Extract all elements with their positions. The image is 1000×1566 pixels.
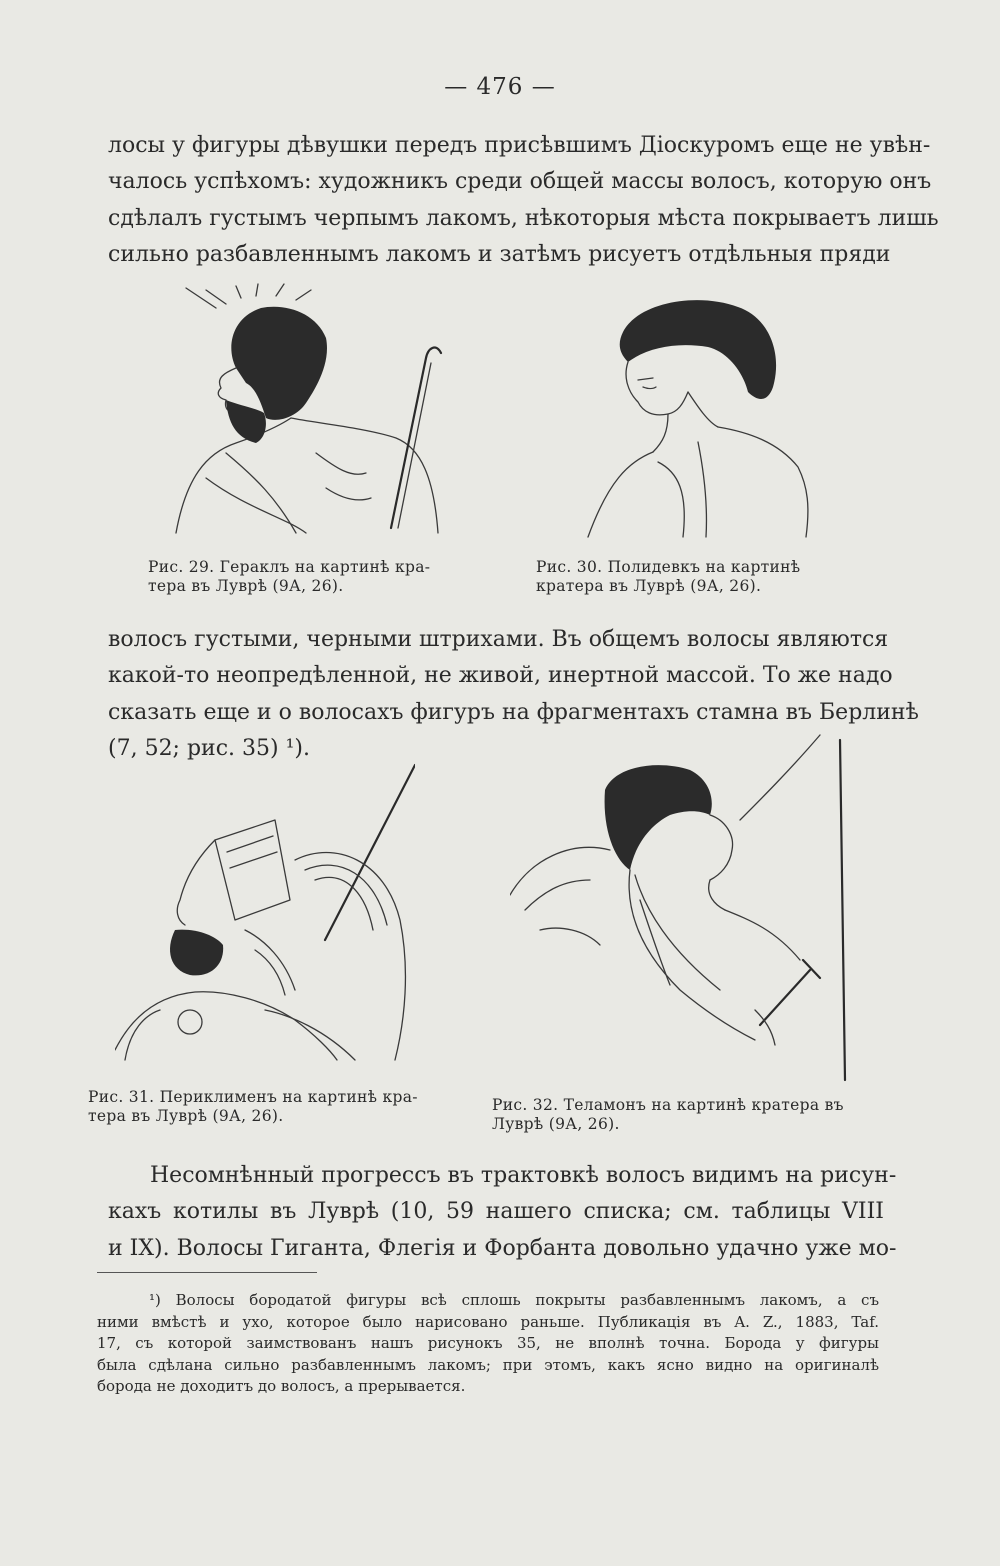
- footnote-line: была сдѣлана сильно разбавленнымъ лакомъ; при этомъ, какъ ясно видно на оригиналѣ: [97, 1355, 879, 1374]
- text-line: сказать еще и о волосахъ фигуръ на фрагментахъ стамна въ Берлинѣ: [108, 699, 919, 725]
- text-line: (7, 52; рис. 35) ¹).: [108, 736, 310, 762]
- herakles-drawing: [176, 284, 441, 533]
- text-line: сильно разбавленнымъ лакомъ и затѣмъ рисуетъ отдѣльныя пряди: [108, 242, 891, 268]
- footnote-divider: [97, 1272, 317, 1273]
- figure-32-telamon: [510, 730, 870, 1085]
- footnote-line: ¹) Волосы бородатой фигуры всѣ сплошь покрыты разбавленнымъ лакомъ, а съ: [149, 1291, 879, 1309]
- figure-32-caption: [492, 1096, 866, 1134]
- text-line: какой-то неопредѣленной, не живой, инертной массой. То же надо: [108, 663, 893, 689]
- text-line: Несомнѣнный прогрессъ въ трактовкѣ волосъ видимъ на рисун-: [150, 1163, 897, 1188]
- caption-line: Рис. 32. Теламонъ на картинѣ кратера въ: [492, 1096, 844, 1114]
- telamon-drawing: [510, 735, 845, 1080]
- caption-line: кратера въ Луврѣ (9А, 26).: [536, 577, 762, 595]
- caption-line: Рис. 29. Гераклъ на картинѣ кра-: [148, 558, 431, 576]
- text-line: чалось успѣхомъ: художникъ среди общей массы волосъ, которую онъ: [108, 169, 932, 195]
- caption-line: тера въ Луврѣ (9А, 26).: [88, 1107, 284, 1125]
- caption-line: Рис. 30. Полидевкъ на картинѣ: [536, 558, 801, 576]
- figure-29-herakles: [166, 278, 446, 538]
- caption-line: тера въ Луврѣ (9А, 26).: [148, 577, 344, 595]
- polydeukes-drawing: [588, 300, 808, 537]
- caption-line: Рис. 31. Периклименъ на картинѣ кра-: [88, 1088, 418, 1106]
- footnote-line: борода не доходитъ до волосъ, а прерывается.: [97, 1377, 466, 1395]
- figure-30-caption: [536, 558, 828, 596]
- paragraph-3: [108, 1158, 897, 1267]
- footnote: [97, 1290, 879, 1398]
- paragraph-1: [108, 128, 939, 274]
- figure-29-caption: [148, 558, 458, 596]
- page-number: — 476 —: [444, 74, 556, 100]
- figure-31-periklymenos: [115, 760, 415, 1080]
- caption-line: Луврѣ (9А, 26).: [492, 1115, 620, 1133]
- figure-30-polydeukes: [568, 292, 818, 542]
- text-line: волосъ густыми, черными штрихами. Въ общемъ волосы являются: [108, 627, 889, 652]
- text-line: лосы у фигуры дѣвушки передъ присѣвшимъ Діоскуромъ еще не увѣн-: [108, 133, 931, 158]
- periklymenos-drawing: [115, 765, 415, 1060]
- footnote-line: 17, съ которой заимствованъ нашъ рисунокъ 35, не вполнѣ точна. Борода у фигуры: [97, 1334, 879, 1352]
- text-line: и IX). Волосы Гиганта, Флегія и Форбанта довольно удачно уже мо-: [108, 1235, 897, 1261]
- text-line: сдѣлалъ густымъ черпымъ лакомъ, нѣкоторыя мѣста покрываетъ лишь: [108, 205, 939, 231]
- text-line: кахъ котилы въ Луврѣ (10, 59 нашего списка; см. таблицы VIII: [108, 1199, 884, 1225]
- figure-31-caption: [88, 1088, 436, 1126]
- footnote-line: ними вмѣстѣ и ухо, которое было нарисовано раньше. Публикація въ A. Z., 1883, Taf.: [97, 1312, 879, 1331]
